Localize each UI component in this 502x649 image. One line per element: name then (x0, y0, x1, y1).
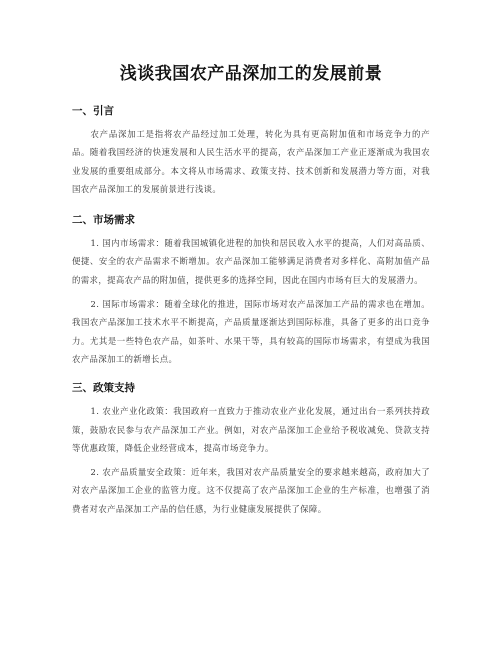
paragraph-introduction: 农产品深加工是指将农产品经过加工处理，转化为具有更高附加值和市场竞争力的产品。随着我国经济的快速发展和人民生活水平的提高，农产品深加工产业正逐渐成为我国农业发展的重要组成部分。本文将从市场需求、政策支持、技术创新和发展潜力等方面，对我国农产品深加工的发展前景进行浅谈。 (72, 129, 430, 194)
paragraph-quality-safety-policy: 2. 农产品质量安全政策：近年来，我国对农产品质量安全的要求越来越高，政府加大了对农产品深加工企业的监管力度。这不仅提高了农产品深加工企业的生产标准，也增强了消费者对农产品深加工产品的信任感，为行业健康发展提供了保障。 (72, 467, 430, 514)
paragraph-domestic-demand: 1. 国内市场需求：随着我国城镇化进程的加快和居民收入水平的提高，人们对高品质、便捷、安全的农产品需求不断增加。农产品深加工能够满足消费者对多样化、高附加值产品的需求，提高农产品的附加值，提供更多的选择空间，因此在国内市场有巨大的发展潜力。 (72, 238, 430, 285)
document-title: 浅谈我国农产品深加工的发展前景 (119, 64, 383, 84)
section-heading-introduction: 一、引言 (72, 105, 114, 117)
section-heading-market-demand: 二、市场需求 (72, 214, 135, 227)
section-heading-policy-support: 三、政策支持 (72, 382, 135, 395)
paragraph-international-demand: 2. 国际市场需求：随着全球化的推进，国际市场对农产品深加工产品的需求也在增加。我国农产品深加工技术水平不断提高，产品质量逐渐达到国际标准，具备了更多的出口竞争力。尤其是一些特色农产品，如茶叶、水果干等，具有较高的国际市场需求，有望成为我国农产品深加工的新增长点。 (72, 299, 430, 364)
paragraph-industrialization-policy: 1. 农业产业化政策：我国政府一直致力于推动农业产业化发展，通过出台一系列扶持政策，鼓励农民参与农产品深加工产业。例如，对农产品深加工企业给予税收减免、贷款支持等优惠政策，降低企业经营成本，提高市场竞争力。 (72, 406, 430, 453)
